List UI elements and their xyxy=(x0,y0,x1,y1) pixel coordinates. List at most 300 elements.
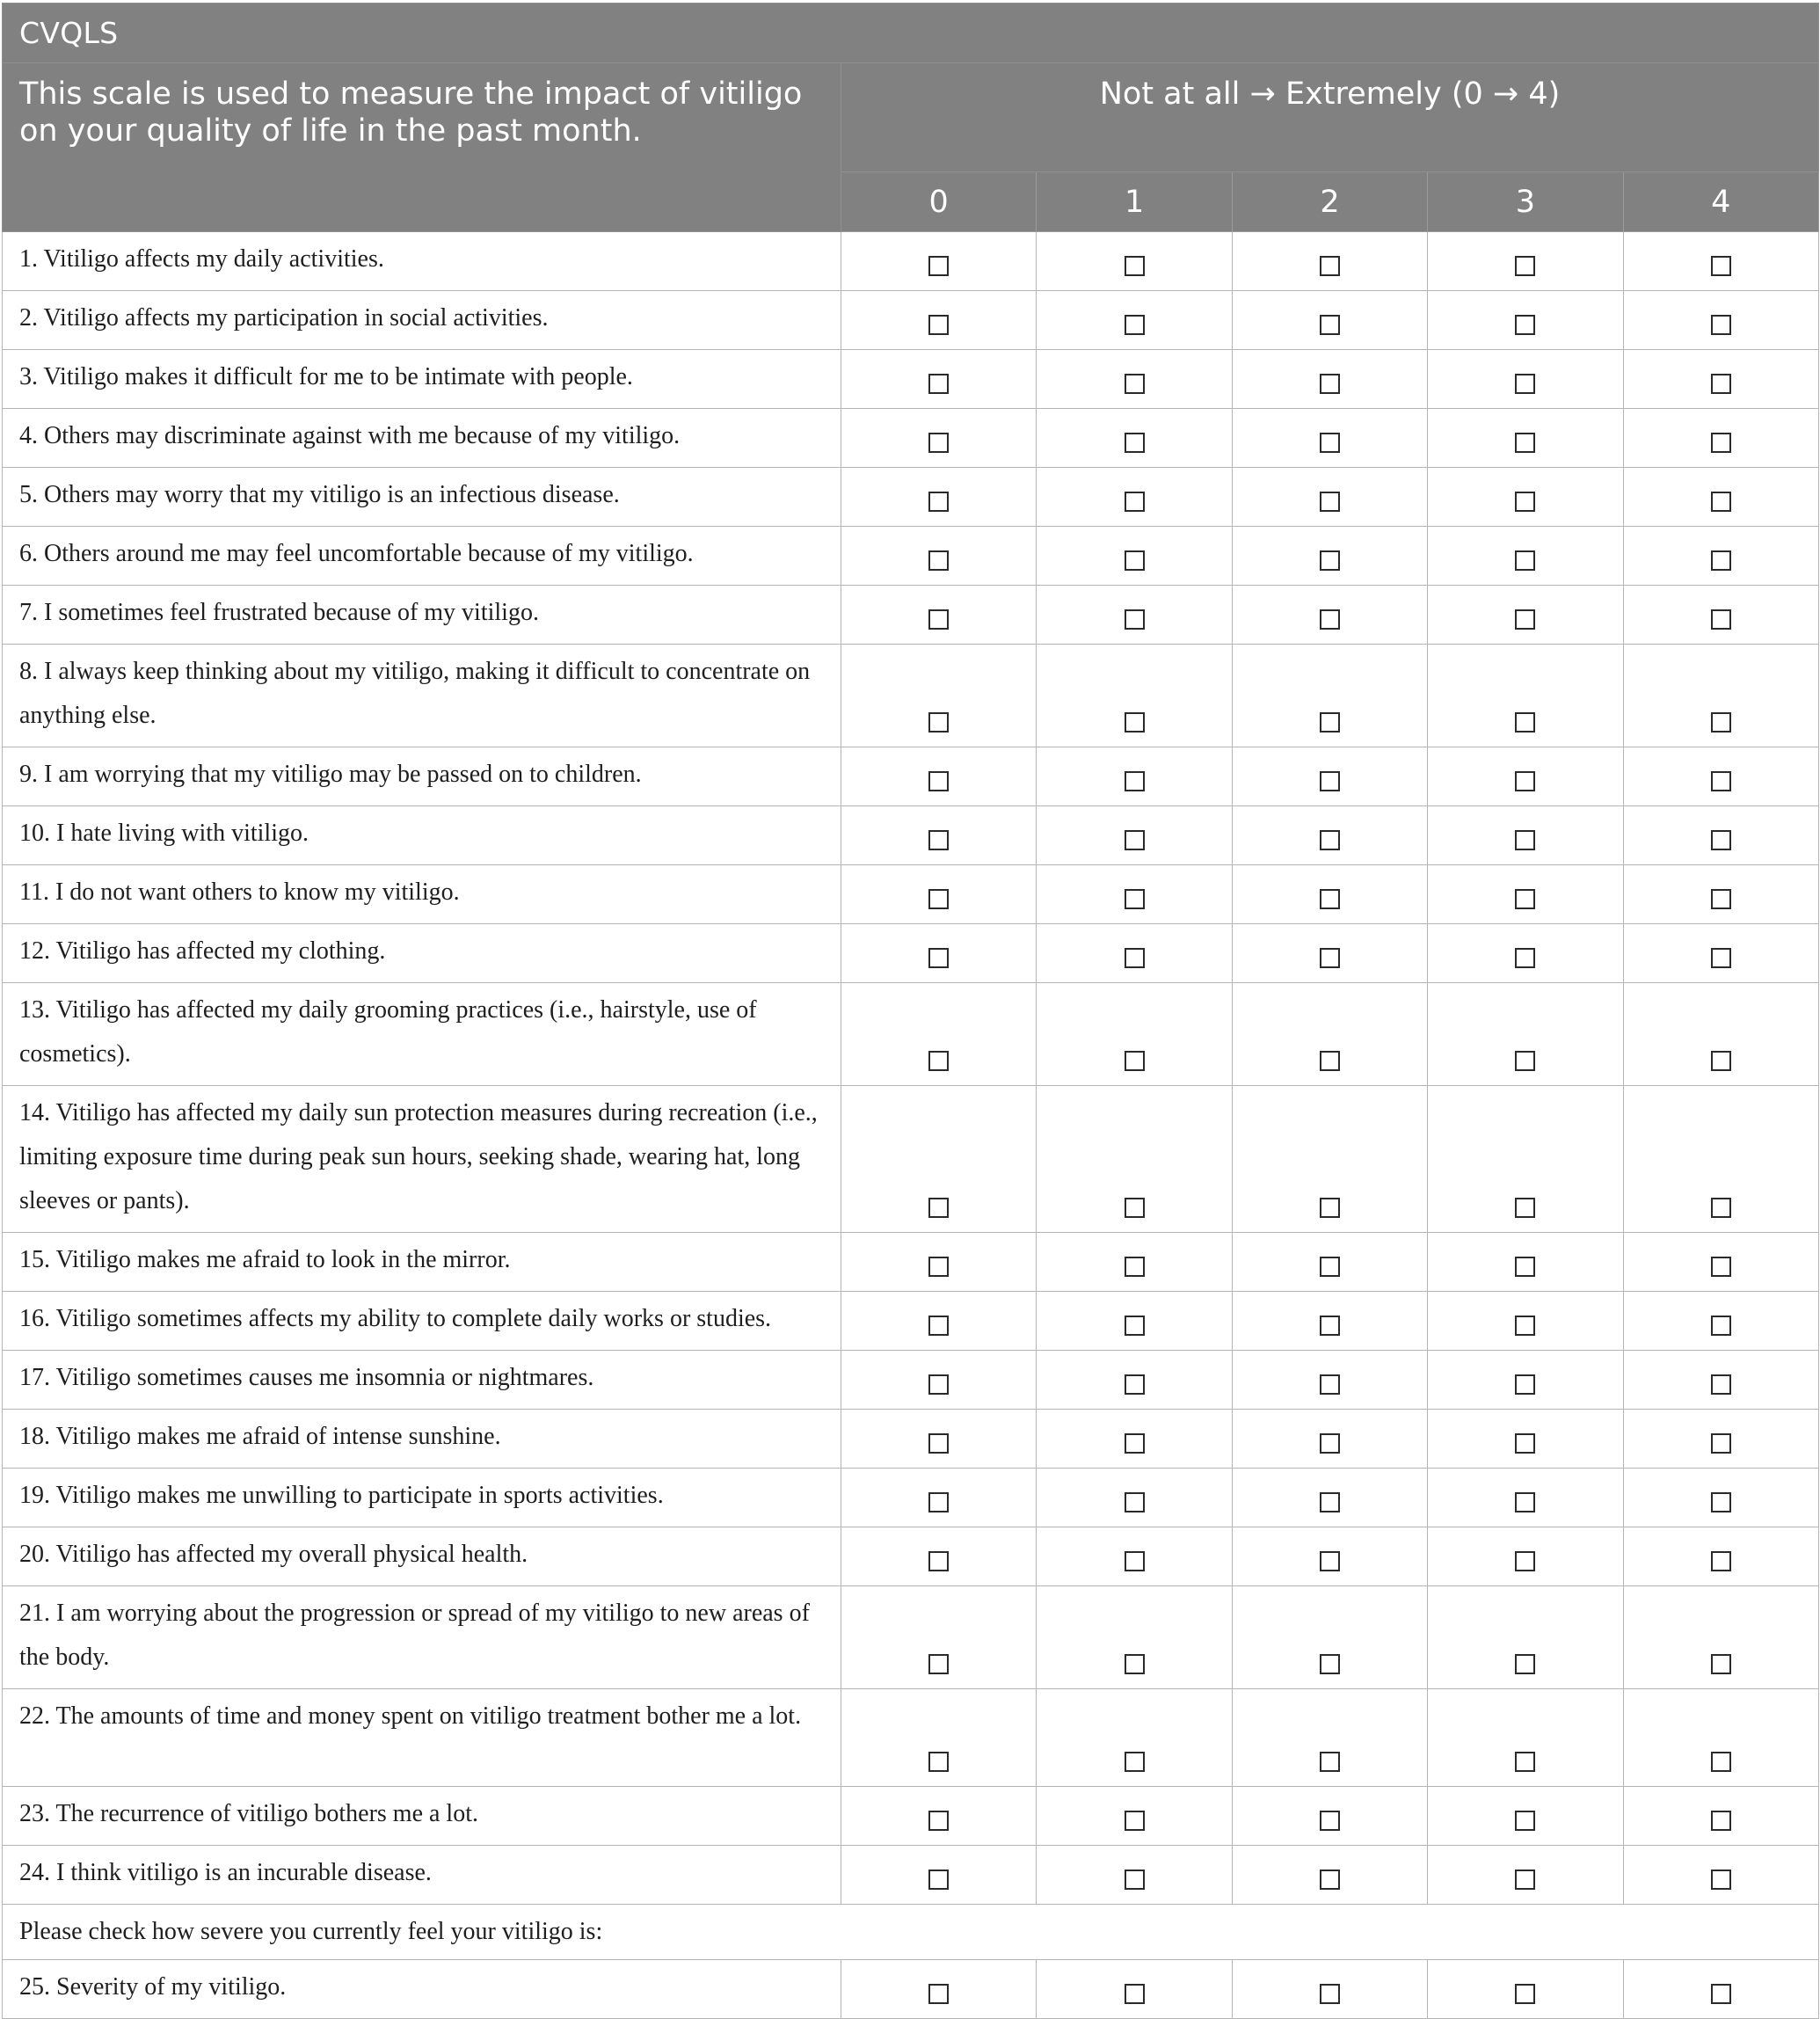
checkbox[interactable] xyxy=(1125,374,1145,394)
checkbox[interactable] xyxy=(1711,550,1731,571)
checkbox[interactable] xyxy=(1125,492,1145,512)
checkbox[interactable] xyxy=(1515,609,1535,630)
checkbox[interactable] xyxy=(1320,1051,1340,1071)
option-cell xyxy=(1428,1689,1623,1787)
checkbox[interactable] xyxy=(1125,1551,1145,1571)
item-text: 5. Others may worry that my vitiligo is an infectious disease. xyxy=(3,468,841,527)
option-cell xyxy=(1232,924,1427,983)
option-cell xyxy=(1623,747,1818,806)
checkbox[interactable] xyxy=(1711,1984,1731,2004)
option-cell xyxy=(841,1527,1037,1586)
item-text: 21. I am worrying about the progression or spread of my vitiligo to new areas of the body. xyxy=(3,1586,841,1689)
option-cell xyxy=(1428,1351,1623,1410)
checkbox[interactable] xyxy=(1515,1257,1535,1277)
option-cell xyxy=(1428,924,1623,983)
table-row xyxy=(3,865,1819,924)
table-row xyxy=(3,1527,1819,1586)
table-row xyxy=(3,1292,1819,1351)
checkbox[interactable] xyxy=(1125,1198,1145,1218)
checkbox[interactable] xyxy=(1711,609,1731,630)
table-row xyxy=(3,1086,1819,1233)
checkbox[interactable] xyxy=(1711,1374,1731,1395)
option-cell xyxy=(1037,865,1232,924)
checkbox[interactable] xyxy=(1515,889,1535,909)
checkbox[interactable] xyxy=(928,1198,949,1218)
option-cell xyxy=(1428,747,1623,806)
option-cell xyxy=(1623,409,1818,468)
checkbox[interactable] xyxy=(928,1811,949,1831)
option-cell xyxy=(841,1410,1037,1469)
checkbox[interactable] xyxy=(1320,433,1340,453)
checkbox[interactable] xyxy=(1125,889,1145,909)
checkbox[interactable] xyxy=(928,948,949,968)
checkbox[interactable] xyxy=(1320,1551,1340,1571)
checkbox[interactable] xyxy=(928,315,949,335)
option-cell xyxy=(1232,468,1427,527)
option-cell xyxy=(1428,1233,1623,1292)
checkbox[interactable] xyxy=(928,609,949,630)
item-text: 16. Vitiligo sometimes affects my ability to complete daily works or studies. xyxy=(3,1292,841,1351)
option-cell xyxy=(1428,1527,1623,1586)
option-cell xyxy=(1232,645,1427,747)
checkbox[interactable] xyxy=(1320,1984,1340,2004)
item-text: 11. I do not want others to know my vitiligo. xyxy=(3,865,841,924)
option-cell xyxy=(1037,527,1232,586)
option-cell xyxy=(1232,1527,1427,1586)
checkbox[interactable] xyxy=(1515,1752,1535,1772)
checkbox[interactable] xyxy=(1320,374,1340,394)
checkbox[interactable] xyxy=(1515,830,1535,850)
option-cell xyxy=(1623,645,1818,747)
checkbox[interactable] xyxy=(1320,1374,1340,1395)
checkbox[interactable] xyxy=(1711,712,1731,733)
option-cell xyxy=(841,409,1037,468)
checkbox[interactable] xyxy=(928,889,949,909)
checkbox[interactable] xyxy=(1711,492,1731,512)
checkbox[interactable] xyxy=(1515,1984,1535,2004)
option-cell xyxy=(1623,1292,1818,1351)
option-cell xyxy=(1623,1586,1818,1689)
severity-note-row xyxy=(3,1905,1819,1960)
option-cell xyxy=(1623,1787,1818,1846)
response-range-label: Not at all → Extremely (0 → 4) xyxy=(841,63,1819,172)
option-cell xyxy=(1037,747,1232,806)
checkbox[interactable] xyxy=(1711,1051,1731,1071)
option-cell xyxy=(1428,1586,1623,1689)
checkbox[interactable] xyxy=(1711,433,1731,453)
item-text: 15. Vitiligo makes me afraid to look in the mirror. xyxy=(3,1233,841,1292)
checkbox[interactable] xyxy=(1125,550,1145,571)
option-cell xyxy=(841,747,1037,806)
option-cell xyxy=(1623,468,1818,527)
option-cell xyxy=(1232,409,1427,468)
option-cell xyxy=(841,1351,1037,1410)
table-row xyxy=(3,291,1819,350)
option-cell xyxy=(1232,1410,1427,1469)
option-cell xyxy=(1232,291,1427,350)
checkbox[interactable] xyxy=(1515,433,1535,453)
option-cell xyxy=(1037,409,1232,468)
checkbox[interactable] xyxy=(928,433,949,453)
checkbox[interactable] xyxy=(1515,948,1535,968)
item-text: 3. Vitiligo makes it difficult for me to be intimate with people. xyxy=(3,350,841,409)
option-cell xyxy=(1623,527,1818,586)
option-cell xyxy=(1037,983,1232,1086)
option-cell xyxy=(841,291,1037,350)
option-cell xyxy=(1623,1351,1818,1410)
checkbox[interactable] xyxy=(928,1316,949,1336)
table-row xyxy=(3,747,1819,806)
checkbox[interactable] xyxy=(1320,550,1340,571)
option-cell xyxy=(1037,586,1232,645)
option-cell xyxy=(1623,924,1818,983)
table-row xyxy=(3,1410,1819,1469)
option-cell xyxy=(841,1787,1037,1846)
option-cell xyxy=(1428,1086,1623,1233)
option-cell xyxy=(1623,1233,1818,1292)
checkbox[interactable] xyxy=(1515,1492,1535,1512)
option-cell xyxy=(841,232,1037,291)
option-cell xyxy=(1232,1960,1427,2019)
option-cell xyxy=(1428,806,1623,865)
table-row xyxy=(3,1689,1819,1787)
option-cell xyxy=(1428,468,1623,527)
checkbox[interactable] xyxy=(928,1654,949,1674)
severity-note: Please check how severe you currently feel your vitiligo is: xyxy=(3,1905,1819,1960)
option-cell xyxy=(1232,1787,1427,1846)
option-cell xyxy=(1232,1586,1427,1689)
checkbox[interactable] xyxy=(1515,492,1535,512)
option-cell xyxy=(1428,1410,1623,1469)
checkbox[interactable] xyxy=(928,1551,949,1571)
table-row xyxy=(3,1787,1819,1846)
table-row xyxy=(3,983,1819,1086)
checkbox[interactable] xyxy=(1515,1551,1535,1571)
checkbox[interactable] xyxy=(1320,1257,1340,1277)
checkbox[interactable] xyxy=(1711,1198,1731,1218)
table-row xyxy=(3,586,1819,645)
checkbox[interactable] xyxy=(1711,1551,1731,1571)
item-text: 2. Vitiligo affects my participation in social activities. xyxy=(3,291,841,350)
option-cell xyxy=(1037,1960,1232,2019)
option-cell xyxy=(1037,1846,1232,1905)
checkbox[interactable] xyxy=(928,712,949,733)
option-cell xyxy=(1232,747,1427,806)
checkbox[interactable] xyxy=(1515,315,1535,335)
checkbox[interactable] xyxy=(1125,948,1145,968)
checkbox[interactable] xyxy=(1125,1984,1145,2004)
checkbox[interactable] xyxy=(1711,1654,1731,1674)
checkbox[interactable] xyxy=(1125,609,1145,630)
checkbox[interactable] xyxy=(1515,1811,1535,1831)
item-text: 14. Vitiligo has affected my daily sun protection measures during recreation (i.e., limiting exposure time during peak sun hours, seeking shade, wearing hat, long sleeves or pants). xyxy=(3,1086,841,1233)
table-row xyxy=(3,468,1819,527)
option-cell xyxy=(841,1846,1037,1905)
option-cell xyxy=(1037,1233,1232,1292)
checkbox[interactable] xyxy=(1515,1374,1535,1395)
checkbox[interactable] xyxy=(1125,1492,1145,1512)
checkbox[interactable] xyxy=(928,492,949,512)
option-cell xyxy=(841,586,1037,645)
option-cell xyxy=(841,527,1037,586)
option-cell xyxy=(841,1086,1037,1233)
checkbox[interactable] xyxy=(1320,492,1340,512)
option-cell xyxy=(1428,645,1623,747)
option-cell xyxy=(1232,1351,1427,1410)
option-cell xyxy=(1037,806,1232,865)
option-cell xyxy=(1623,350,1818,409)
table-row xyxy=(3,1586,1819,1689)
option-cell xyxy=(1037,232,1232,291)
checkbox[interactable] xyxy=(1125,771,1145,791)
table-row xyxy=(3,1469,1819,1527)
checkbox[interactable] xyxy=(1515,1654,1535,1674)
table-row xyxy=(3,1960,1819,2019)
option-cell xyxy=(1232,1469,1427,1527)
option-cell xyxy=(1037,1787,1232,1846)
item-text: 24. I think vitiligo is an incurable disease. xyxy=(3,1846,841,1905)
checkbox[interactable] xyxy=(1125,315,1145,335)
checkbox[interactable] xyxy=(1711,1752,1731,1772)
checkbox[interactable] xyxy=(1711,256,1731,276)
checkbox[interactable] xyxy=(1711,1811,1731,1831)
checkbox[interactable] xyxy=(1515,1870,1535,1890)
item-text: 17. Vitiligo sometimes causes me insomnia or nightmares. xyxy=(3,1351,841,1410)
item-text: 8. I always keep thinking about my vitiligo, making it difficult to concentrate on anything else. xyxy=(3,645,841,747)
item-text: 19. Vitiligo makes me unwilling to participate in sports activities. xyxy=(3,1469,841,1527)
scale-description: This scale is used to measure the impact of vitiligo on your quality of life in the past month. xyxy=(3,63,841,232)
option-cell xyxy=(1428,1846,1623,1905)
checkbox[interactable] xyxy=(1320,1654,1340,1674)
checkbox[interactable] xyxy=(1320,948,1340,968)
cvqls-table xyxy=(2,3,1819,2019)
checkbox[interactable] xyxy=(1320,315,1340,335)
option-cell xyxy=(1037,1410,1232,1469)
option-cell xyxy=(1623,291,1818,350)
option-cell xyxy=(841,1689,1037,1787)
option-cell xyxy=(1037,291,1232,350)
option-cell xyxy=(1623,1960,1818,2019)
option-cell xyxy=(841,1292,1037,1351)
table-row xyxy=(3,806,1819,865)
checkbox[interactable] xyxy=(1515,712,1535,733)
option-cell xyxy=(1623,586,1818,645)
option-cell xyxy=(841,645,1037,747)
checkbox[interactable] xyxy=(1515,1316,1535,1336)
option-cell xyxy=(841,865,1037,924)
option-cell xyxy=(1037,1689,1232,1787)
checkbox[interactable] xyxy=(1125,1433,1145,1454)
option-cell xyxy=(841,924,1037,983)
option-cell xyxy=(1428,865,1623,924)
option-cell xyxy=(1232,865,1427,924)
checkbox[interactable] xyxy=(1515,771,1535,791)
option-cell xyxy=(1428,409,1623,468)
option-cell xyxy=(1623,806,1818,865)
option-cell xyxy=(841,1960,1037,2019)
option-cell xyxy=(1428,983,1623,1086)
item-text: 18. Vitiligo makes me afraid of intense sunshine. xyxy=(3,1410,841,1469)
option-cell xyxy=(1428,527,1623,586)
item-text: 23. The recurrence of vitiligo bothers me a lot. xyxy=(3,1787,841,1846)
option-cell xyxy=(1232,527,1427,586)
checkbox[interactable] xyxy=(1125,1752,1145,1772)
checkbox[interactable] xyxy=(1711,830,1731,850)
checkbox[interactable] xyxy=(1320,1433,1340,1454)
checkbox[interactable] xyxy=(1515,1433,1535,1454)
checkbox[interactable] xyxy=(1125,1870,1145,1890)
checkbox[interactable] xyxy=(928,1433,949,1454)
table-row xyxy=(3,1233,1819,1292)
option-cell xyxy=(1232,1689,1427,1787)
option-cell xyxy=(841,806,1037,865)
item-text: 22. The amounts of time and money spent on vitiligo treatment bother me a lot. xyxy=(3,1689,841,1787)
option-cell xyxy=(1623,1689,1818,1787)
table-row xyxy=(3,527,1819,586)
option-cell xyxy=(1232,586,1427,645)
checkbox[interactable] xyxy=(1711,948,1731,968)
checkbox[interactable] xyxy=(1711,374,1731,394)
checkbox[interactable] xyxy=(1515,1198,1535,1218)
checkbox[interactable] xyxy=(928,771,949,791)
option-header: 4 xyxy=(1623,172,1818,232)
item-text: 9. I am worrying that my vitiligo may be passed on to children. xyxy=(3,747,841,806)
items-body xyxy=(3,232,1819,2019)
checkbox[interactable] xyxy=(1320,256,1340,276)
option-cell xyxy=(1037,1086,1232,1233)
table-row xyxy=(3,350,1819,409)
option-cell xyxy=(1428,1960,1623,2019)
checkbox[interactable] xyxy=(1320,771,1340,791)
checkbox[interactable] xyxy=(928,1870,949,1890)
option-cell xyxy=(1037,1351,1232,1410)
checkbox[interactable] xyxy=(1125,1257,1145,1277)
item-text: 1. Vitiligo affects my daily activities. xyxy=(3,232,841,291)
option-cell xyxy=(841,1233,1037,1292)
checkbox[interactable] xyxy=(1711,1433,1731,1454)
option-cell xyxy=(1428,1292,1623,1351)
item-text: 10. I hate living with vitiligo. xyxy=(3,806,841,865)
option-cell xyxy=(1232,806,1427,865)
checkbox[interactable] xyxy=(928,830,949,850)
checkbox[interactable] xyxy=(928,374,949,394)
option-header: 2 xyxy=(1232,172,1427,232)
checkbox[interactable] xyxy=(1125,1811,1145,1831)
checkbox[interactable] xyxy=(1711,1316,1731,1336)
checkbox[interactable] xyxy=(1125,1051,1145,1071)
item-text: 13. Vitiligo has affected my daily grooming practices (i.e., hairstyle, use of cosmetics). xyxy=(3,983,841,1086)
checkbox[interactable] xyxy=(1125,1654,1145,1674)
option-cell xyxy=(1623,232,1818,291)
option-cell xyxy=(1428,291,1623,350)
option-cell xyxy=(1428,1787,1623,1846)
checkbox[interactable] xyxy=(1320,889,1340,909)
option-cell xyxy=(1232,1233,1427,1292)
option-cell xyxy=(1037,924,1232,983)
option-cell xyxy=(841,1469,1037,1527)
checkbox[interactable] xyxy=(1320,1752,1340,1772)
option-header: 0 xyxy=(841,172,1037,232)
checkbox[interactable] xyxy=(1515,256,1535,276)
option-cell xyxy=(1037,350,1232,409)
option-header: 1 xyxy=(1037,172,1232,232)
table-row xyxy=(3,409,1819,468)
checkbox[interactable] xyxy=(1320,609,1340,630)
checkbox[interactable] xyxy=(1320,1492,1340,1512)
checkbox[interactable] xyxy=(1515,1051,1535,1071)
checkbox[interactable] xyxy=(928,550,949,571)
checkbox[interactable] xyxy=(1711,315,1731,335)
option-cell xyxy=(1037,645,1232,747)
checkbox[interactable] xyxy=(928,1257,949,1277)
checkbox[interactable] xyxy=(928,1752,949,1772)
option-cell xyxy=(1232,1846,1427,1905)
checkbox[interactable] xyxy=(1125,433,1145,453)
checkbox[interactable] xyxy=(1320,712,1340,733)
checkbox[interactable] xyxy=(1125,1374,1145,1395)
table-row xyxy=(3,924,1819,983)
checkbox[interactable] xyxy=(1711,1870,1731,1890)
option-cell xyxy=(1428,350,1623,409)
table-row xyxy=(3,645,1819,747)
item-text: 12. Vitiligo has affected my clothing. xyxy=(3,924,841,983)
option-cell xyxy=(1232,983,1427,1086)
checkbox[interactable] xyxy=(1515,374,1535,394)
checkbox[interactable] xyxy=(928,1374,949,1395)
checkbox[interactable] xyxy=(1125,712,1145,733)
checkbox[interactable] xyxy=(928,256,949,276)
table-row xyxy=(3,232,1819,291)
checkbox[interactable] xyxy=(1320,1870,1340,1890)
table-row xyxy=(3,1351,1819,1410)
option-cell xyxy=(1232,1086,1427,1233)
checkbox[interactable] xyxy=(1320,1198,1340,1218)
option-cell xyxy=(1623,1469,1818,1527)
option-cell xyxy=(1428,586,1623,645)
checkbox[interactable] xyxy=(1125,256,1145,276)
checkbox[interactable] xyxy=(1711,1257,1731,1277)
checkbox[interactable] xyxy=(1515,550,1535,571)
option-cell xyxy=(1623,1846,1818,1905)
checkbox[interactable] xyxy=(928,1984,949,2004)
checkbox[interactable] xyxy=(928,1051,949,1071)
checkbox[interactable] xyxy=(1320,1811,1340,1831)
checkbox[interactable] xyxy=(1125,1316,1145,1336)
option-cell xyxy=(841,350,1037,409)
item-text: 20. Vitiligo has affected my overall physical health. xyxy=(3,1527,841,1586)
option-cell xyxy=(1428,1469,1623,1527)
option-cell xyxy=(1623,1086,1818,1233)
table-title: CVQLS xyxy=(3,4,1819,63)
option-cell xyxy=(1623,865,1818,924)
option-header: 3 xyxy=(1428,172,1623,232)
option-cell xyxy=(1037,468,1232,527)
option-cell xyxy=(1623,1410,1818,1469)
checkbox[interactable] xyxy=(928,1492,949,1512)
checkbox[interactable] xyxy=(1711,889,1731,909)
checkbox[interactable] xyxy=(1320,830,1340,850)
checkbox[interactable] xyxy=(1320,1316,1340,1336)
checkbox[interactable] xyxy=(1711,771,1731,791)
option-cell xyxy=(1037,1527,1232,1586)
checkbox[interactable] xyxy=(1125,830,1145,850)
item-text: 7. I sometimes feel frustrated because of my vitiligo. xyxy=(3,586,841,645)
option-cell xyxy=(841,468,1037,527)
checkbox[interactable] xyxy=(1711,1492,1731,1512)
item-text: 4. Others may discriminate against with me because of my vitiligo. xyxy=(3,409,841,468)
option-cell xyxy=(1428,232,1623,291)
severity-item-text: 25. Severity of my vitiligo. xyxy=(3,1960,841,2019)
